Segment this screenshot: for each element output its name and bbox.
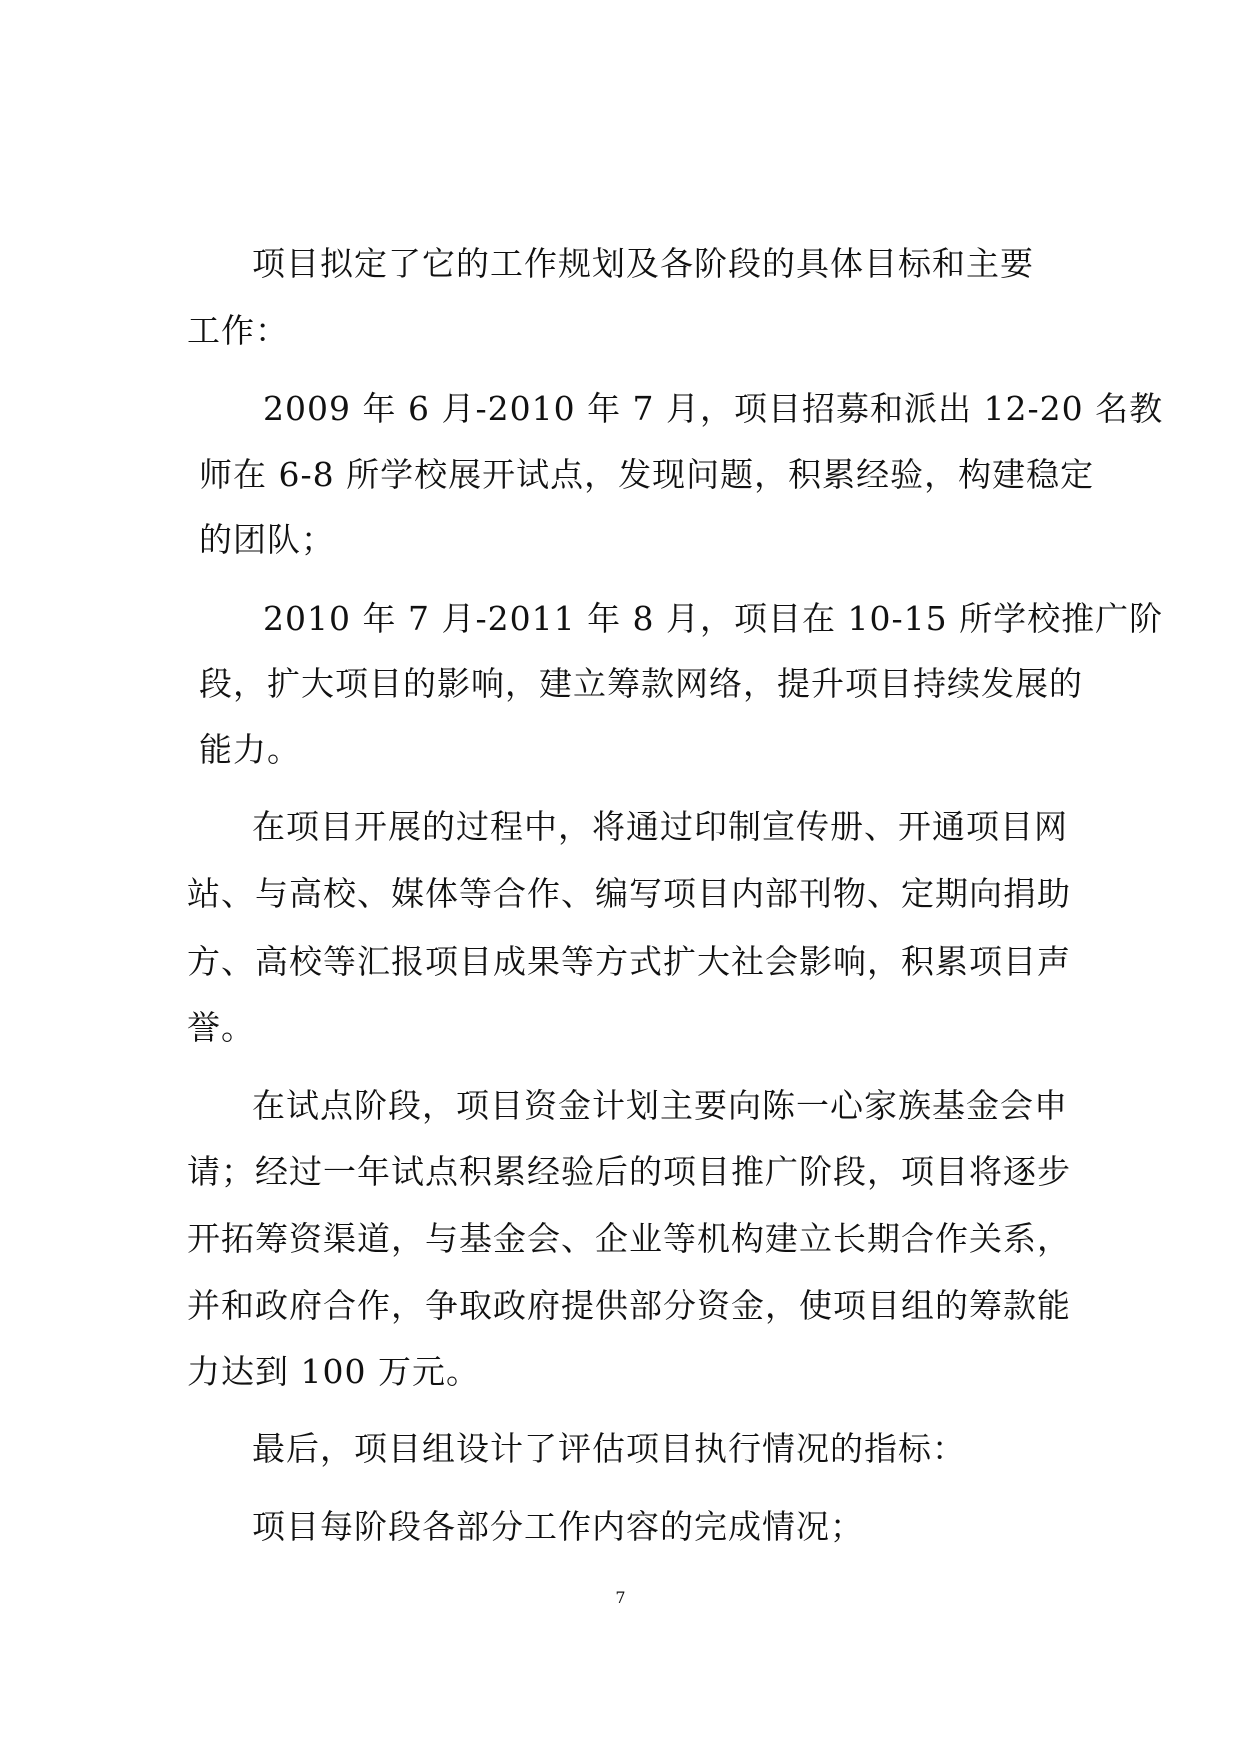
paragraph-3-line-2: 段，扩大项目的影响，建立筹款网络，提升项目持续发展的 <box>199 664 1083 703</box>
paragraph-1-line-2: 工作： <box>187 311 289 350</box>
paragraph-5-line-2: 请；经过一年试点积累经验后的项目推广阶段，项目将逐步 <box>187 1152 1071 1191</box>
paragraph-3-line-3: 能力。 <box>199 730 301 769</box>
paragraph-5-line-1: 在试点阶段，项目资金计划主要向陈一心家族基金会申 <box>252 1086 1068 1125</box>
page-number: 7 <box>615 1588 626 1607</box>
paragraph-7-line-1: 项目每阶段各部分工作内容的完成情况； <box>252 1507 864 1546</box>
paragraph-2-line-1: 2009 年 6 月-2010 年 7 月，项目招募和派出 12-20 名教 <box>263 389 1164 428</box>
paragraph-2-line-3: 的团队； <box>199 520 335 559</box>
paragraph-5-line-3: 开拓筹资渠道，与基金会、企业等机构建立长期合作关系， <box>187 1219 1071 1258</box>
paragraph-2-line-2: 师在 6-8 所学校展开试点，发现问题，积累经验，构建稳定 <box>199 455 1095 494</box>
paragraph-1-line-1: 项目拟定了它的工作规划及各阶段的具体目标和主要 <box>252 244 1034 283</box>
paragraph-4-line-4: 誉。 <box>187 1008 255 1047</box>
paragraph-3-line-1: 2010 年 7 月-2011 年 8 月，项目在 10-15 所学校推广阶 <box>263 599 1164 638</box>
paragraph-4-line-2: 站、与高校、媒体等合作、编写项目内部刊物、定期向捐助 <box>187 874 1071 913</box>
paragraph-5-line-5: 力达到 100 万元。 <box>187 1352 480 1391</box>
paragraph-4-line-3: 方、高校等汇报项目成果等方式扩大社会影响，积累项目声 <box>187 942 1071 981</box>
paragraph-5-line-4: 并和政府合作，争取政府提供部分资金，使项目组的筹款能 <box>187 1286 1071 1325</box>
paragraph-4-line-1: 在项目开展的过程中，将通过印制宣传册、开通项目网 <box>252 807 1068 846</box>
paragraph-6-line-1: 最后，项目组设计了评估项目执行情况的指标： <box>252 1429 966 1468</box>
